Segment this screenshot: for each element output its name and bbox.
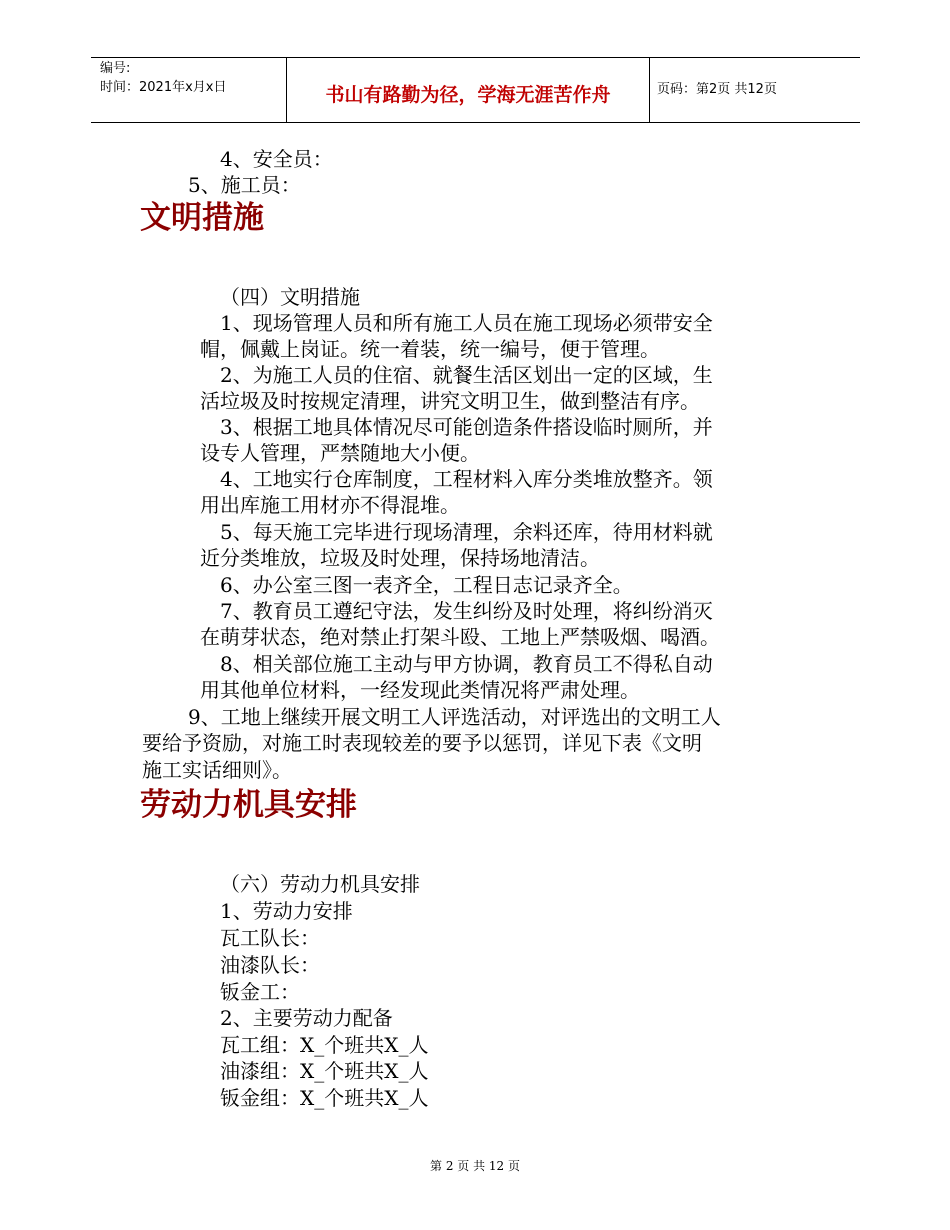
paragraph-line: 2、主要劳动力配备	[220, 1006, 393, 1030]
paragraph-line: 8、相关部位施工主动与甲方协调，教育员工不得私自动	[220, 652, 713, 676]
section-heading: 文明措施	[140, 200, 264, 236]
section-subtitle: （四）文明措施	[220, 285, 360, 309]
paragraph-line: 6、办公室三图一表齐全，工程日志记录齐全。	[220, 573, 633, 597]
intro-line: 4、安全员：	[220, 147, 333, 171]
header-divider-right	[649, 57, 650, 123]
paragraph-line: 活垃圾及时按规定清理，讲究文明卫生，做到整洁有序。	[200, 389, 700, 413]
page-footer: 第 2 页 共 12 页	[430, 1159, 520, 1173]
paragraph-line: 瓦工组：X_个班共X_人	[220, 1033, 429, 1057]
paragraph-line: 4、工地实行仓库制度，工程材料入库分类堆放整齐。领	[220, 467, 713, 491]
paragraph-line: 瓦工队长：	[220, 926, 320, 950]
paragraph-line: 2、为施工人员的住宿、就餐生活区划出一定的区域，生	[220, 363, 713, 387]
paragraph-line: 设专人管理，严禁随地大小便。	[200, 441, 480, 465]
paragraph-line: 9、工地上继续开展文明工人评选活动，对评选出的文明工人	[188, 705, 721, 729]
paragraph-line: 用出库施工用材亦不得混堆。	[200, 493, 460, 517]
header-bottom-border	[91, 122, 860, 123]
header-time-label: 时间：2021年x月x日	[100, 80, 227, 95]
paragraph-line: 钣金工：	[220, 980, 300, 1004]
paragraph-line: 施工实话细则》。	[142, 758, 292, 782]
paragraph-line: 油漆队长：	[220, 953, 320, 977]
paragraph-line: 1、现场管理人员和所有施工人员在施工现场必须带安全	[220, 311, 713, 335]
paragraph-line: 1、劳动力安排	[220, 899, 353, 923]
paragraph-line: 在萌芽状态，绝对禁止打架斗殴、工地上严禁吸烟、喝酒。	[200, 625, 720, 649]
paragraph-line: 近分类堆放，垃圾及时处理，保持场地清洁。	[200, 546, 600, 570]
paragraph-line: 钣金组：X_个班共X_人	[220, 1086, 429, 1110]
paragraph-line: 5、每天施工完毕进行现场清理，余料还库，待用材料就	[220, 520, 713, 544]
header-number-label: 编号:	[100, 61, 131, 76]
header-page-info: 页码：第2页 共12页	[657, 82, 777, 97]
paragraph-line: 3、根据工地具体情况尽可能创造条件搭设临时厕所，并	[220, 415, 713, 439]
intro-line: 5、施工员：	[188, 173, 301, 197]
paragraph-line: 要给予资励，对施工时表现较差的要予以惩罚，详见下表《文明	[142, 731, 702, 755]
paragraph-line: 用其他单位材料，一经发现此类情况将严肃处理。	[200, 678, 640, 702]
section-heading: 劳动力机具安排	[140, 787, 357, 823]
paragraph-line: 帽，佩戴上岗证。统一着装，统一编号，便于管理。	[200, 337, 660, 361]
header-top-border	[91, 57, 860, 58]
paragraph-line: 7、教育员工遵纪守法，发生纠纷及时处理，将纠纷消灭	[220, 599, 713, 623]
section-subtitle: （六）劳动力机具安排	[220, 872, 420, 896]
paragraph-line: 油漆组：X_个班共X_人	[220, 1059, 429, 1083]
header-motto: 书山有路勤为径，学海无涯苦作舟	[325, 84, 611, 106]
